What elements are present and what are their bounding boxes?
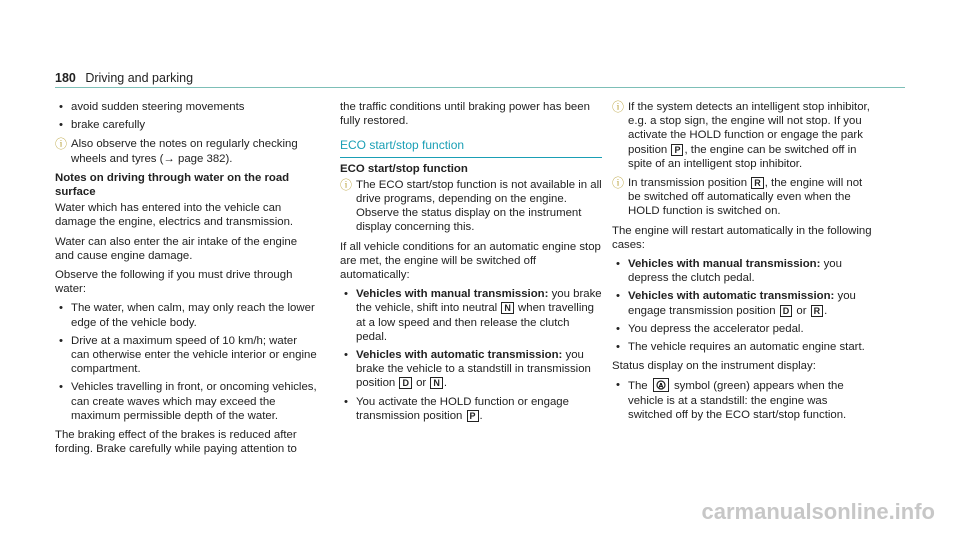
status-list bbox=[612, 378, 874, 422]
paragraph: Water can also enter the air intake of the engine and cause engine damage. bbox=[55, 235, 298, 262]
list-item bbox=[340, 348, 602, 391]
paragraph: Observe the following if you must drive through water: bbox=[55, 269, 293, 296]
restart-cases bbox=[612, 257, 874, 354]
gear-key-p: P bbox=[671, 144, 683, 156]
paragraph: The braking effect of the brakes is reduced after fording. Brake carefully while paying attention to bbox=[55, 429, 297, 456]
note-text: The ECO start/stop function is not available in all drive programs, depending on the engine. Observe the status display on the instrument display concerning this. bbox=[356, 178, 602, 234]
list-item: • Drive at a maximum speed of 10 km/h; water can otherwise enter the vehicle interior or engine compartment. bbox=[55, 334, 317, 377]
list-item bbox=[612, 257, 874, 285]
bold-label: Vehicles with manual transmission: bbox=[356, 288, 549, 301]
text: you brake the vehicle, shift into neutral bbox=[356, 288, 602, 315]
column-3 bbox=[612, 100, 874, 427]
top-bullets bbox=[55, 100, 317, 132]
note bbox=[612, 176, 874, 219]
text: you engage transmission position bbox=[628, 290, 856, 317]
info-note-icon: ⓘ bbox=[340, 177, 353, 192]
bold-label: Vehicles with automatic transmission: bbox=[356, 349, 563, 362]
eco-start-stop-icon bbox=[653, 378, 669, 392]
text: . bbox=[443, 377, 448, 390]
paragraph: The engine will restart automatically in the following cases: bbox=[612, 224, 872, 251]
header-rule bbox=[55, 87, 905, 88]
gear-key-d: D bbox=[780, 305, 793, 317]
note bbox=[340, 178, 602, 235]
paragraph: If all vehicle conditions for an automatic engine stop are met, the engine will be switched off automatically: bbox=[340, 240, 601, 282]
text: when travelling at a low speed and then release the clutch pedal. bbox=[356, 302, 595, 343]
text: or bbox=[793, 304, 810, 317]
list-item: • brake carefully bbox=[55, 118, 317, 132]
svg-text:A: A bbox=[658, 382, 664, 390]
info-note-icon: ⓘ bbox=[612, 100, 625, 114]
note-text: , the engine will not be switched off automatically even when the HOLD function is switched on. bbox=[628, 177, 863, 218]
list-item bbox=[612, 378, 874, 422]
text: symbol (green) appears when the vehicle is at a standstill: the engine was switched off by the ECO start/stop function. bbox=[628, 380, 847, 421]
note-text: In transmission position bbox=[628, 177, 751, 190]
list-item bbox=[612, 289, 874, 317]
note-text: Also observe the notes on regularly checking wheels and tyres (→ page 382). bbox=[71, 138, 298, 165]
list-item bbox=[340, 287, 602, 344]
section-heading: Notes on driving through water on the road surface bbox=[55, 171, 290, 199]
gear-key-r: R bbox=[751, 177, 764, 189]
note bbox=[612, 100, 874, 171]
text: . bbox=[824, 304, 828, 317]
list-item: • The vehicle requires an automatic engine start. bbox=[612, 340, 874, 354]
gear-key-n: N bbox=[501, 302, 514, 314]
text: You activate the HOLD function or engage transmission position bbox=[356, 395, 569, 422]
bold-label: Vehicles with manual transmission: bbox=[628, 258, 821, 271]
note-text: If the system detects an intelligent stop inhibitor, e.g. a stop sign, the engine will not stop. If you activate the HOLD function or engage the park position bbox=[628, 101, 870, 156]
paragraph: the traffic conditions until braking power has been fully restored. bbox=[340, 101, 590, 128]
gear-key-p: P bbox=[467, 410, 479, 422]
watermark: carmanualsonline.info bbox=[701, 499, 935, 524]
list-item: • avoid sudden steering movements bbox=[55, 100, 317, 114]
bold-label: Vehicles with automatic transmission: bbox=[628, 290, 835, 303]
text: or bbox=[412, 377, 430, 390]
paragraph: Status display on the instrument display: bbox=[612, 360, 816, 373]
list-item: • You depress the accelerator pedal. bbox=[612, 322, 874, 336]
gear-key-d: D bbox=[399, 377, 412, 389]
list-item bbox=[340, 395, 602, 423]
subsection-heading: ECO start/stop function bbox=[340, 162, 468, 175]
stop-conditions bbox=[340, 287, 602, 423]
paragraph: Water which has entered into the vehicle can damage the engine, electrics and transmission. bbox=[55, 202, 294, 229]
text: you brake the vehicle to a standstill in transmission position bbox=[356, 349, 591, 390]
page-header bbox=[55, 71, 193, 85]
note bbox=[55, 137, 317, 165]
text: The bbox=[628, 380, 651, 393]
gear-key-r: R bbox=[811, 305, 824, 317]
water-bullets bbox=[55, 301, 317, 423]
column-1 bbox=[55, 100, 317, 461]
list-item: • The water, when calm, may only reach the lower edge of the vehicle body. bbox=[55, 301, 317, 329]
page-number: 180 bbox=[55, 71, 76, 85]
list-item: • Vehicles travelling in front, or oncoming vehicles, can create waves which may exceed the maximum permissible depth of the water. bbox=[55, 380, 317, 423]
gear-key-n: N bbox=[430, 377, 443, 389]
text: . bbox=[479, 409, 483, 422]
text: you depress the clutch pedal. bbox=[628, 258, 842, 285]
section-title: ECO start/stop function bbox=[340, 138, 602, 157]
info-note-icon: ⓘ bbox=[55, 137, 68, 152]
chapter-title: Driving and parking bbox=[85, 71, 194, 85]
info-note-icon: ⓘ bbox=[612, 176, 625, 191]
column-2 bbox=[340, 100, 602, 428]
note-text: , the engine can be switched off in spite of an intelligent stop inhibitor. bbox=[628, 143, 857, 170]
